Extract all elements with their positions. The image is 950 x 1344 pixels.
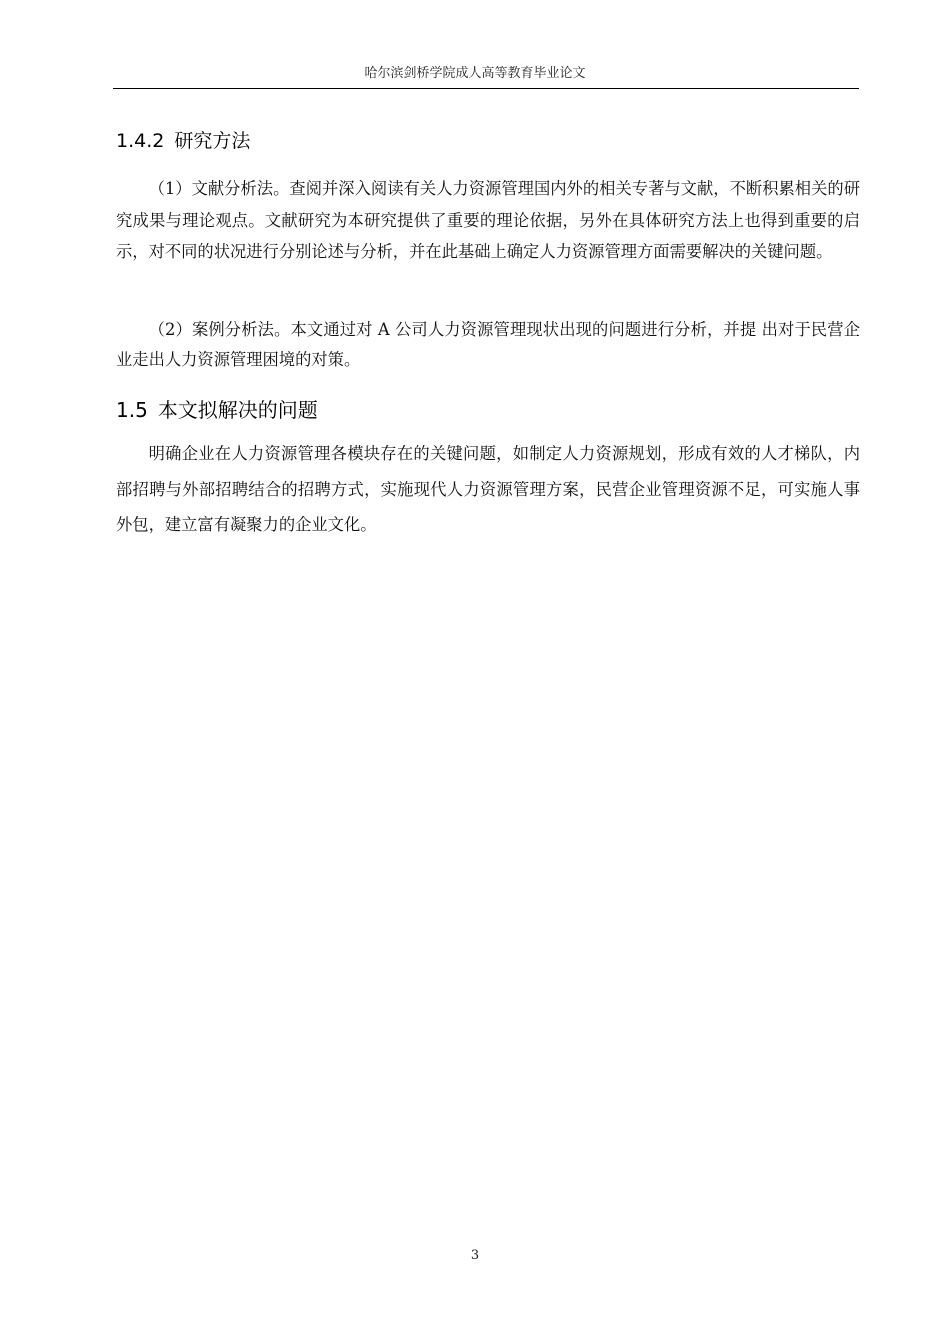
section-title: 本文拟解决的问题 [157,398,318,422]
section-number: 1.5 [116,398,148,422]
paragraph-case-analysis: （2）案例分析法。本文通过对 A 公司人力资源管理现状出现的问题进行分析，并提 出对于民营企业走出人力资源管理困境的对策。 [116,320,860,369]
paragraph-literature-analysis: （1）文献分析法。查阅并深入阅读有关人力资源管理国内外的相关专著与文献，不断积累相关的研究成果与理论观点。文献研究为本研究提供了重要的理论依据，另外在具体研究方法上也得到重要的启示，对不同的状况进行分别论述与分析，并在此基础上确定人力资源管理方面需要解决的关键问题。 [116,179,860,261]
section-heading-1-4-2 [116,128,250,154]
section-number: 1.4.2 [116,130,165,152]
running-header: 哈尔滨剑桥学院成人高等教育毕业论文 [364,66,586,81]
header-rule [113,88,859,89]
section-title: 研究方法 [174,130,251,152]
page-number: 3 [470,1248,480,1263]
section-heading-1-5 [116,396,318,424]
paragraph-problems-to-solve: 明确企业在人力资源管理各模块存在的关键问题，如制定人力资源规划，形成有效的人才梯队，内部招聘与外部招聘结合的招聘方式，实施现代人力资源管理方案，民营企业管理资源不足，可实施人事外包，建立富有凝聚力的企业文化。 [116,444,860,534]
